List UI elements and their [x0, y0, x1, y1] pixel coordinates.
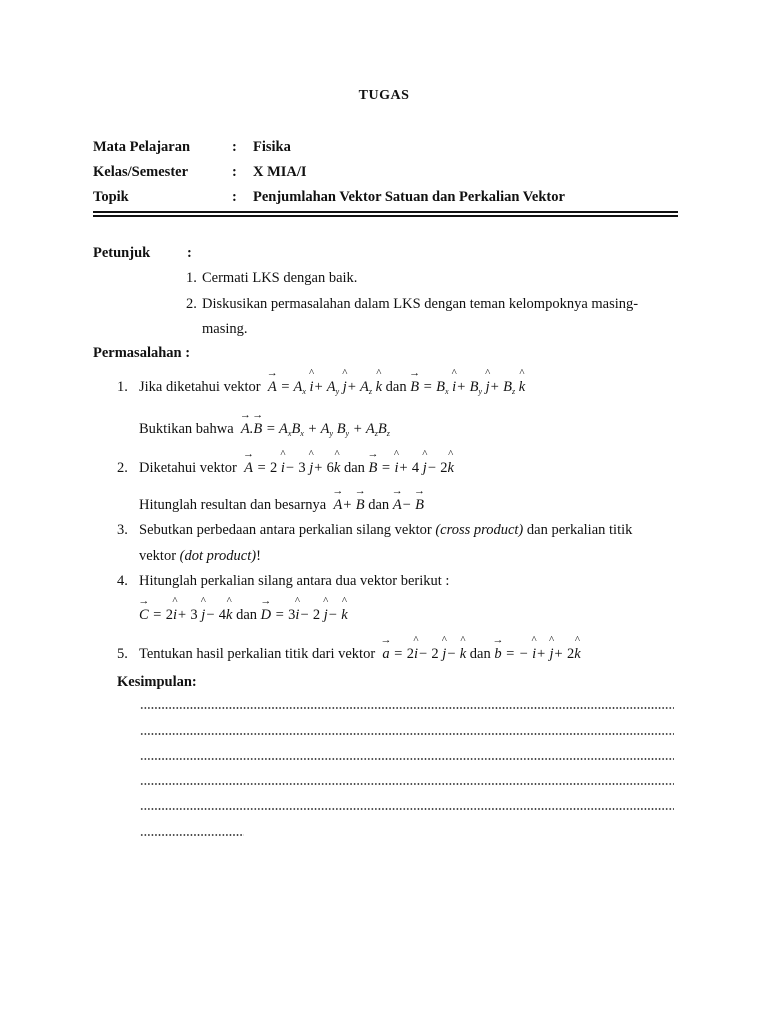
question-1-prove: [139, 421, 390, 438]
question-text: Hitunglah resultan dan besarnya: [139, 497, 327, 513]
question-text: Tentukan hasil perkalian titik dari vektor: [139, 646, 376, 662]
permasalahan-label: Permasalahan :: [93, 345, 191, 361]
vector-b-equation: → B = ^ i+ 4 ^ j− 2^ k: [369, 460, 454, 476]
header-value-class: X MIA/I: [253, 164, 307, 180]
petunjuk-item-number: 2.: [186, 296, 197, 312]
answer-line[interactable]: [140, 808, 674, 810]
question-5: [139, 646, 581, 663]
vector-b-equation: → $B = B_x$ ^ $i+ B_y$ ^ $j+ B_z$ ^ k: [410, 379, 525, 395]
question-text: Sebutkan perbedaan antara perkalian silang vektor: [139, 522, 436, 538]
divider-line: [93, 215, 678, 217]
petunjuk-item-text: Diskusikan permasalahan dalam LKS dengan teman kelompoknya masing-: [202, 296, 639, 312]
vector-a-small-equation: → a = 2^ i− 2 ^ j− ^ k: [379, 646, 466, 662]
question-number: 4.: [117, 573, 128, 589]
question-number: 1.: [117, 379, 128, 395]
header-value-topic: Penjumlahan Vektor Satuan dan Perkalian Vektor: [253, 189, 565, 205]
question-4-vectors: [139, 607, 348, 624]
header-sep: :: [232, 139, 237, 155]
vector-a-equation: → $A = A_x$ ^ $i+ A_y$ ^ $j+ A_z$ ^ k: [264, 379, 382, 395]
question-text: vektor: [139, 548, 180, 564]
question-text: !: [256, 548, 261, 564]
petunjuk-sep: :: [187, 245, 192, 261]
petunjuk-item-continuation: masing.: [202, 321, 248, 337]
divider-line: [93, 211, 678, 213]
term-cross-product: (cross product): [435, 522, 524, 538]
answer-line[interactable]: [140, 783, 674, 785]
kesimpulan-label: Kesimpulan:: [117, 674, 197, 690]
question-text: dan perkalian titik: [523, 522, 633, 538]
conjunction: dan: [385, 379, 407, 395]
answer-line[interactable]: [140, 758, 674, 760]
header-value-subject: Fisika: [253, 139, 291, 155]
vector-a-equation: → A = 2 ^ i− 3 ^ j+ 6^ k: [240, 460, 340, 476]
page-title: TUGAS: [358, 88, 410, 103]
question-3-line-2: [139, 548, 261, 565]
conjunction: dan: [469, 646, 491, 662]
petunjuk-item-number: 1.: [186, 270, 197, 286]
header-label-class: Kelas/Semester: [93, 164, 189, 180]
question-3: [139, 522, 632, 539]
header-sep: :: [232, 189, 237, 205]
vector-d-equation: → D = 3^ i− 2 ^ j− ^ k: [261, 607, 348, 623]
prove-text: Buktikan bahwa: [139, 421, 234, 437]
question-number: 5.: [117, 646, 128, 662]
question-4: Hitunglah perkalian silang antara dua vektor berikut :: [139, 573, 450, 589]
answer-line[interactable]: [140, 733, 674, 735]
vector-difference-expression: → A− → B: [393, 497, 424, 513]
term-dot-product: (dot product): [179, 548, 257, 564]
question-text: Jika diketahui vektor: [139, 379, 261, 395]
petunjuk-label: Petunjuk: [93, 245, 151, 261]
conjunction: dan: [236, 607, 257, 623]
petunjuk-item-text: Cermati LKS dengan baik.: [202, 270, 358, 286]
vector-b-small-equation: → b = − ^ i+ ^ j+ 2^ k: [494, 646, 580, 662]
header-sep: :: [232, 164, 237, 180]
question-1: [139, 379, 525, 396]
header-label-topic: Topik: [93, 189, 129, 205]
question-number: 2.: [117, 460, 128, 476]
question-2-line-2: [139, 497, 424, 514]
vector-c-equation: → C = 2^ i+ 3 ^ j− 4^ k: [139, 607, 232, 623]
answer-line[interactable]: [140, 834, 244, 836]
conjunction: dan: [343, 460, 365, 476]
question-text: Diketahui vektor: [139, 460, 237, 476]
vector-sum-expression: → A+ → B: [330, 497, 365, 513]
answer-line[interactable]: [140, 707, 674, 709]
conjunction: dan: [368, 497, 390, 513]
question-2: [139, 460, 454, 477]
dot-product-equation: → $A.\to B = A_xB_x + A_y$ $B_y + A_zB_z$: [237, 421, 390, 437]
question-number: 3.: [117, 522, 128, 538]
header-label-subject: Mata Pelajaran: [93, 139, 191, 155]
